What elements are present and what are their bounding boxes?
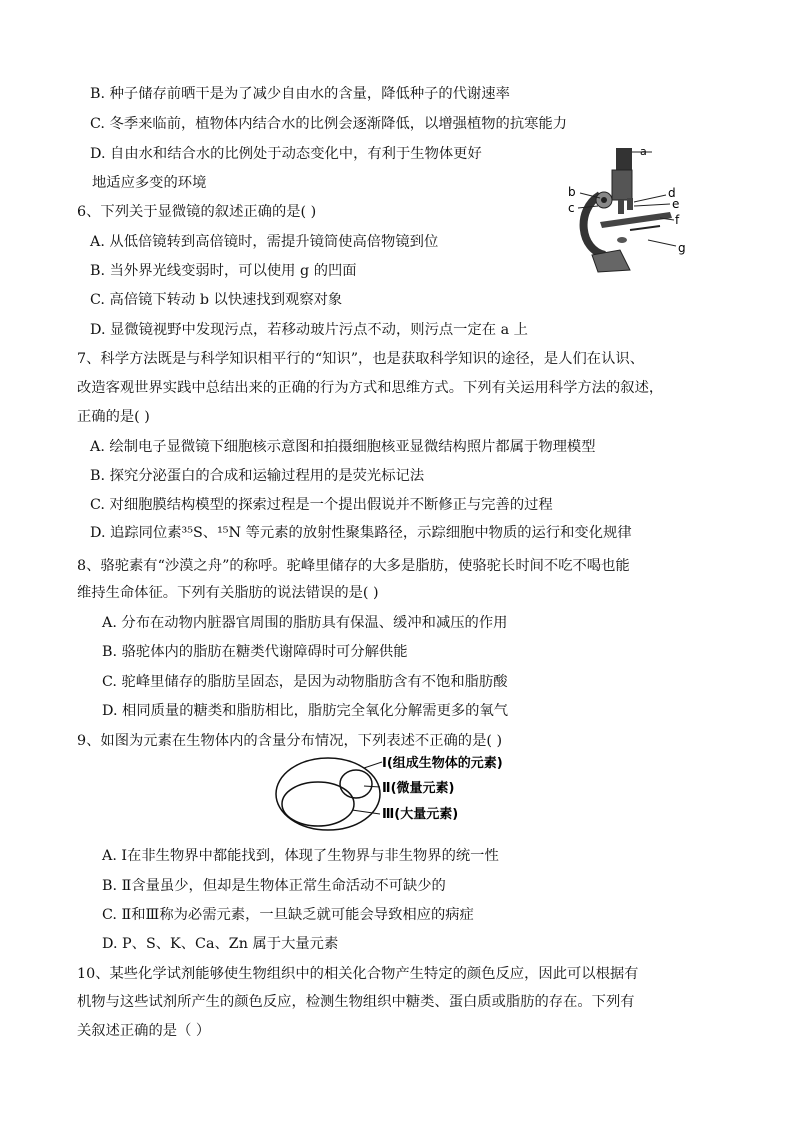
q8-option-b: B. 骆驼体内的脂肪在糖类代谢障碍时可分解供能 [102, 644, 408, 660]
label-I: Ⅰ(组成生物体的元素) [382, 756, 503, 771]
q10-stem-line3: 关叙述正确的是（ ） [77, 1023, 211, 1039]
q5-option-d-continued: 地适应多变的环境 [92, 175, 207, 191]
label-e: e [672, 197, 680, 211]
label-d: d [668, 186, 676, 200]
q8-option-a: A. 分布在动物内脏器官周围的脂肪具有保温、缓冲和减压的作用 [102, 615, 508, 631]
q9-option-a: A. Ⅰ在非生物界中都能找到，体现了生物界与非生物界的统一性 [102, 848, 499, 864]
q6-option-a: A. 从低倍镜转到高倍镜时，需提升镜筒使高倍物镜到位 [90, 234, 439, 250]
label-II: Ⅱ(微量元素) [382, 781, 455, 796]
q7-option-b: B. 探究分泌蛋白的合成和运输过程用的是荧光标记法 [90, 468, 425, 484]
q7-option-d: D. 追踪同位素³⁵S、¹⁵N 等元素的放射性聚集路径，示踪细胞中物质的运行和变化规律 [90, 525, 632, 541]
q10-stem-line1: 10、某些化学试剂能够使生物组织中的相关化合物产生特定的颜色反应，因此可以根据有 [77, 966, 639, 982]
q7-option-a: A. 绘制电子显微镜下细胞核示意图和拍摄细胞核亚显微结构照片都属于物理模型 [90, 439, 596, 455]
label-b: b [568, 185, 576, 199]
q9-option-b: B. Ⅱ含量虽少，但却是生物体正常生命活动不可缺少的 [102, 878, 446, 894]
q6-stem: 6、下列关于显微镜的叙述正确的是( ) [77, 204, 317, 220]
q5-option-b: B. 种子储存前晒干是为了减少自由水的含量，降低种子的代谢速率 [90, 86, 510, 102]
q10-stem-line2: 机物与这些试剂所产生的颜色反应，检测生物组织中糖类、蛋白质或脂肪的存在。下列有 [77, 994, 635, 1010]
set-II-ellipse [340, 770, 372, 798]
set-III-ellipse [282, 782, 354, 826]
q7-stem-line2: 改造客观世界实践中总结出来的正确的行为方式和思维方式。下列有关运用科学方法的叙述， [77, 380, 664, 396]
q9-option-c: C. Ⅱ和Ⅲ称为必需元素，一旦缺乏就可能会导致相应的病症 [102, 907, 474, 923]
q8-option-c: C. 驼峰里储存的脂肪呈固态，是因为动物脂肪含有不饱和脂肪酸 [102, 674, 508, 690]
label-a: a [640, 145, 647, 158]
q5-option-d: D. 自由水和结合水的比例处于动态变化中，有利于生物体更好 [90, 146, 482, 162]
q6-option-b: B. 当外界光线变弱时，可以使用 g 的凹面 [90, 263, 357, 279]
q7-option-c: C. 对细胞膜结构模型的探索过程是一个提出假说并不断修正与完善的过程 [90, 497, 553, 513]
element-venn-diagram [270, 752, 540, 837]
q9-stem: 9、如图为元素在生物体内的含量分布情况，下列表述不正确的是( ) [77, 733, 503, 749]
q7-stem-line1: 7、科学方法既是与科学知识相平行的“知识”，也是获取科学知识的途径，是人们在认识、 [77, 351, 644, 367]
q8-option-d: D. 相同质量的糖类和脂肪相比，脂肪完全氧化分解需更多的氧气 [102, 703, 509, 719]
q6-option-d: D. 显微镜视野中发现污点，若移动玻片污点不动，则污点一定在 a 上 [90, 322, 528, 338]
q8-stem-line2: 维持生命体征。下列有关脂肪的说法错误的是( ) [77, 585, 379, 601]
microscope-figure [560, 140, 700, 275]
eyepiece [616, 148, 632, 170]
label-c: c [568, 201, 575, 215]
label-g: g [678, 241, 686, 255]
label-III: Ⅲ(大量元素) [382, 807, 459, 822]
q7-stem-line3: 正确的是( ) [77, 409, 150, 425]
q5-option-c: C. 冬季来临前，植物体内结合水的比例会逐渐降低，以增强植物的抗寒能力 [90, 116, 568, 132]
q6-option-c: C. 高倍镜下转动 b 以快速找到观察对象 [90, 292, 343, 308]
q9-option-d: D. P、S、K、Ca、Zn 属于大量元素 [102, 936, 339, 952]
label-f: f [675, 213, 680, 227]
q8-stem-line1: 8、骆驼素有“沙漠之舟”的称呼。驼峰里储存的大多是脂肪，使骆驼长时间不吃不喝也能 [77, 558, 630, 574]
